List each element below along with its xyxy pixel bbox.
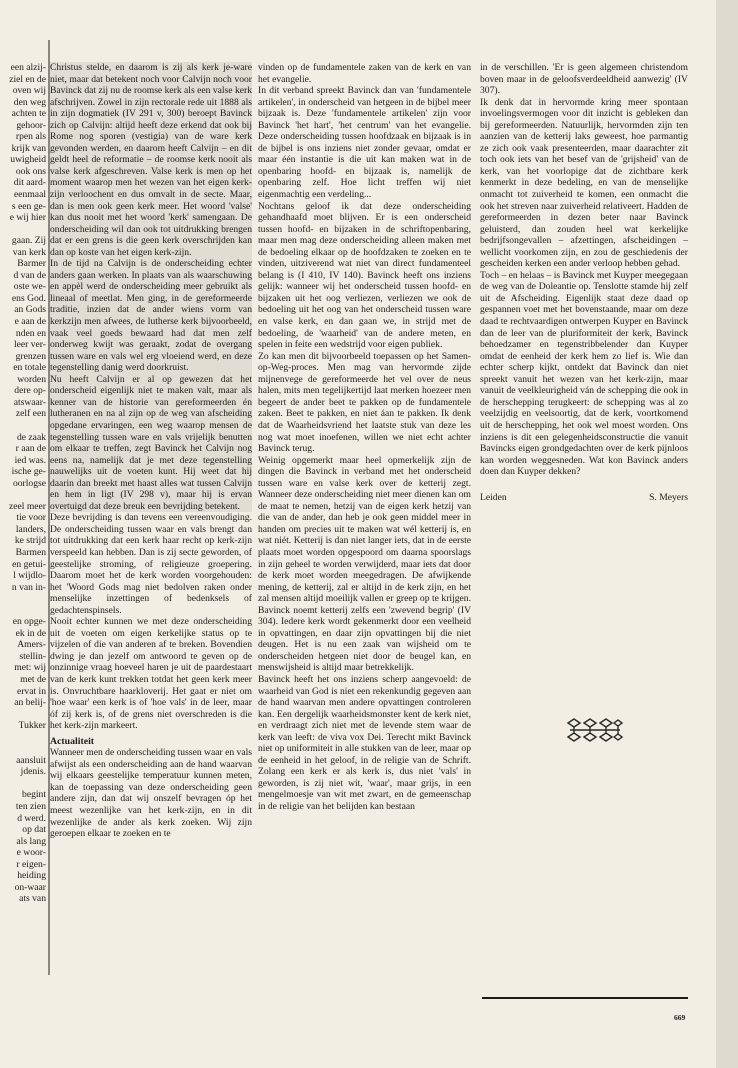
fragment-line: een alzij-: [10, 62, 46, 73]
fragment-line: grenzen: [15, 350, 46, 362]
fragment-line: [0, 224, 46, 236]
fragment-line: ens God.: [11, 292, 46, 304]
fragment-line: d werd.: [17, 812, 46, 824]
fragment-line: den weg: [13, 96, 46, 108]
paragraph: Nooit echter kunnen we met deze onderscheiding uit de voeten om eigen kerkelijke status op te vijzelen of die van anderen af te breken. Bovendien dwing je dan jezelf om antwoord te geven op de onzinnige vraag hoeveel haren je uit de paardestaart van de kerk kunt trekken totdat het geen kerk meer is. Onvruchtbare haarkloverij. Het gaat er niet om 'hoe waar' een kerk is of 'hoe vals' in de leer, maar óf zij kerk is, of de grens niet overschreden is die het kerk-zijn markeert.: [50, 616, 252, 732]
fragment-line: gaan. Zij: [11, 235, 46, 247]
ornament-icon: [566, 717, 624, 743]
fragment-line: als lang: [16, 835, 46, 847]
paragraph: in de verschillen. 'Er is geen algemeen christendom boven maar in de geloofsverdeeldheid aanwezig' (IV 307).: [480, 62, 688, 97]
fragment-line: on-waar: [14, 881, 46, 893]
fragment-line: [0, 743, 46, 755]
fragment-line: en totale: [13, 362, 46, 374]
paragraph: Weinig opgemerkt maar heel opmerkelijk zijn de dingen die Bavinck in verband met het onderscheid tussen ware en valse kerk over de ketterij zegt. Wanneer deze onderscheiding niet meer dienen kan om de maat te nemen, hetzij van de eigen kerk hetzij van die van de ander, dan heb je ook geen middel meer in handen om precies uit te maken wat wél ketterij is, en wat niét. Ketterij is dan niet langer iets, dat in de eerste plaats moet worden opgespoord om daarna spoorslags in zijn geheel te worden verwijderd, maar iets dat door de kerk moet worden meegedragen. De afwijkende mening, de ketterij, zal er altijd in de kerk zijn, en het zal mensen altijd moeilijk vallen er greep op te krijgen. Bavinck noemt ketterij zelfs een 'zwevend begrip' (IV 304). Iedere kerk wordt gekenmerkt door een veelheid in opvattingen, en daar zijn opvattingen bij die niet deugen. Het is nu een zaak van wijsheid om te onderscheiden hetgeen niet door de beugel kan, en menswijsheid is altijd maar betrekkelijk.: [258, 454, 471, 674]
section-heading: Actualiteit: [50, 735, 95, 747]
fragment-line: e aan de: [14, 316, 46, 328]
paragraph: In dit verband spreekt Bavinck dan van 'fundamentele artikelen', in onderscheid van hetgeen in de bijbel meer bijzaak is. Deze 'fundamentele artikelen' zijn voor Bavinck 'het hart', 'het centrum' van het evangelie. Deze onderscheiding tussen hoofdzaak en bijzaak is in de bijbel is ons inziens niet zonder gevaar, omdat er maar één instantie is die uit kan maken wat in de openbaring hoofd- en bijzaak is, namelijk de openbaring zelf. Hoe licht treffen wij niet eigenmachtig een verdeling...: [258, 85, 471, 201]
fragment-line: en opge-: [12, 616, 46, 628]
paragraph: Ik denk dat in hervormde kring meer spontaan invoelingsvermogen voor dit inzicht is gebleken dan bij gereformeerden. Natuurlijk, hervormden zijn ten aanzien van de ketterij laks geweest, hoe parmantig ze zich ook vaak presenteerden, maar daarachter zit toch ook iets van het besef van de 'grijsheid' van de kerk, van het voorlopige dat de zichtbare kerk kenmerkt in deze bedeling, en van de menselijke onmacht tot zuiverheid te komen, een onmacht die ook het streven naar zuiverheid relativeert. Hadden de gereformeerden in dezen beter naar Bavinck geluisterd, dan zouden heel wat kerkelijke bedrijfsongevallen – afzettingen, afscheidingen – wellicht voorkomen zijn, en zou de geschiedenis der gescheiden kerken een ander verloop hebben gehad.: [480, 96, 688, 270]
fragment-line: Tukker: [18, 720, 46, 732]
paragraph: In de tijd na Calvijn is de onderscheiding echter anders gaan werken. In plaats van als waarschuwing en appèl werd de onderscheiding meer gebruikt als lineaal of meetlat. Men ging, in de gereformeerde traditie, inzien dat de ander wiens vorm van kerkzijn men afwees, de lutherse kerk bijvoorbeeld, vaak veel goeds bewaard had dat men zelf onderweg kwijt was geraakt, zodat de overgang tussen ware en vals wel erg vloeiend werd, en deze tegenstelling danig werd doorkruist.: [50, 258, 252, 374]
fragment-line: tie voor: [16, 512, 46, 524]
fragment-line: ats van: [19, 893, 46, 905]
fragment-line: [0, 778, 46, 790]
fragment-line: dere op-: [14, 385, 46, 397]
fragment-line: de zaak: [16, 431, 46, 443]
fragment-line: ied was.: [14, 454, 46, 466]
fragment-line: d van de: [13, 269, 46, 281]
fragment-line: e woor-: [16, 847, 46, 859]
fragment-line: Amers-: [17, 639, 46, 651]
fragment-line: zeel meer: [8, 500, 46, 512]
left-column-fragments: [0, 62, 46, 1022]
paragraph: Bavinck heeft het ons inziens scherp aangevoeld: de waarheid van God is niet een rekenkundig gegeven aan de hand waarvan men andere opvattingen controleren kan. Een dergelijk waarheidsmonster kent de kerk niet, en verdraagt zich niet met de levende stem waar de kerk van leeft: de viva vox Dei. Terecht mikt Bavinck niet op uniformiteit in alle stukken van de leer, maar op de eenheid in het geloof, in de religie van de Schrift. Zolang een kerk er als kerk is, dus niet 'vals' in geworden, is zij niet wit, 'waar', maar grijs, in een mengelmoesje van wit met zwart, en de gemeenschap in de religie van het belijden kan bestaan: [258, 673, 471, 812]
fragment-line: begint: [22, 789, 46, 801]
fragment-line: Barmer: [17, 258, 46, 270]
fragment-line: zelf een: [15, 408, 46, 420]
paragraph: Toch – en helaas – is Bavinck met Kuyper meegegaan de weg van de Doleantie op. Tenslotte stamde hij zelf uit de Afscheiding. Eigenlijk staat deze daad op gespannen voet met het bovenstaande, maar om deze daad te rechtvaardigen ontwerpen Kuyper en Bavinck dan de leer van de pluriformiteit der kerk, Bavinck behoedzamer en tegenstribbelender dan Kuyper omdat de eenheid der kerk hem zo lief is. Wie dan echter scherp kijkt, ontdekt dat Bavinck dan niet spreekt vanuit het wezen van het kerk-zijn, maar vanuit de veelkleurigheid ván de schepping die ook in de herschepping terugkeert: de schepping was al zo veelzijdig en veelsoortig, dat de kerk, voortkomend uit de herschepping, het ook wel moest worden. Ons inziens is dit een gelegenheidsconstructie die vanuit Bavincks eigen grondgedachten over de kerk pijnloos kan worden weggesneden. Wat kon Bavinck anders doen dan Kuyper dekken?: [480, 269, 688, 478]
article-column-1: [50, 62, 252, 1027]
fragment-line: ische ge-: [11, 466, 46, 478]
paragraph: Nu heeft Calvijn er al op gewezen dat het onderscheid eigenlijk niet te maken valt, maar als kenner van de historie van gereformeerden én lutheranen en na al zijn op de weg van afscheiding opgedane ervaringen, een weg waarop mensen de tegenstelling tussen ware en vals vrijelijk benutten om elkaar te treffen, zegt Bavinck het Calvijn nog eens na, namelijk dat je met deze tegenstelling nauwelijks uit de voeten kunt. Hij weet dat hij daarin dan breekt met haast alles wat tussen Calvijn en hem in ligt (IV 298 v), maar hij is ervan overtuigd dat deze breuk een bevrijding betekent.: [50, 373, 252, 512]
place: Leiden: [480, 491, 507, 503]
fragment-line: landers,: [15, 523, 46, 535]
fragment-line: an belij-: [14, 697, 46, 709]
fragment-line: s een ge-: [11, 200, 46, 212]
fragment-line: ten zien: [15, 801, 46, 812]
fragment-line: [0, 593, 46, 605]
paragraph: Deze bevrijding is dan tevens een vereenvoudiging. De onderscheiding tussen waar en vals brengt dan tot uitdrukking dat een kerk haar recht op kerk-zijn verspeeld kan hebben. Dan is zij secte geworden, of geestelijke stroming, of religieuze groepering. Daarom moet het de kerk worden voorgehouden: het 'Woord Gods mag niet bedolven raken onder menselijke inzettingen of bedenksels of gedachtenspinsels.: [50, 512, 252, 616]
fragment-line: van kerk: [12, 246, 46, 258]
fragment-line: aansluit: [16, 754, 46, 766]
fragment-line: [0, 489, 46, 501]
fragment-line: ziel en de: [9, 73, 46, 85]
fragment-line: r aan de: [15, 443, 46, 455]
paragraph: Zo kan men dit bijvoorbeeld toepassen op het Samen-op-Weg-proces. Men mag van hervormde zijde mijnenvege de gereformeerde het vel over de neus halen, mits men tegelijkertijd laat merken hoezeer men begeert de ander beet te pakken op de fundamentele zaken. Beet te pakken, en niet áan te pakken. Ik denk dat de Waarheidsvriend het laatste stuk van deze les nog wat moet inoefenen, willen we niet echt achter Bavinck terug.: [258, 350, 471, 455]
fragment-line: dit aard-: [13, 177, 46, 189]
fragment-line: oven wij: [12, 85, 46, 97]
fragment-line: met de: [20, 673, 46, 685]
fragment-line: ke strijd: [14, 535, 46, 547]
fragment-line: krijk van: [11, 142, 46, 154]
fragment-line: e wij hier: [9, 212, 46, 224]
fragment-line: met: wij: [14, 662, 46, 674]
fragment-line: ook ons: [15, 165, 46, 177]
fragment-line: achten te: [11, 108, 46, 120]
page-edge: [716, 0, 738, 1068]
fragment-line: eenmaal: [14, 189, 46, 201]
fragment-line: heiding: [17, 870, 46, 882]
fragment-line: [0, 732, 46, 744]
fragment-line: [0, 420, 46, 432]
fragment-line: worden: [17, 373, 46, 385]
fragment-line: op dat: [22, 824, 46, 836]
fragment-line: an Gods: [14, 304, 46, 316]
paragraph: Christus stelde, en daarom is zij als kerk je-ware niet, maar dat betekent noch voor Calvijn noch voor Bavinck dat zij nu de roomse kerk als een valse kerk afschrijven. Zowel in zijn rectorale rede uit 1888 als in zijn dogmatiek (IV 291 v, 300) beroept Bavinck zich op Calvijn: altijd heeft deze erkend dat ook bij Rome nog sporen (vestigia) van de ware kerk gevonden werden, en daarom heeft Calvijn – en dit geldt heel de reformatie – de roomse kerk nooit als valse kerk afgeschreven. Valse kerk is men op het moment waarop men het wezen van het eigen kerk-zijn verloochent en dus omvalt in de secte. Maar, dan is men ook geen kerk meer. Het woord 'valse' kan dus nooit met het woord 'kerk' samengaan. De onderscheiding wil dan ook tot uitdrukking brengen dat er een grens is die geen kerk overschrijden kan dan op koste van het eigen kerk-zijn.: [50, 62, 252, 258]
fragment-line: ervat in: [16, 685, 46, 697]
fragment-line: [0, 605, 46, 617]
page-number: 669: [674, 1013, 686, 1022]
author-name: S. Meyers: [649, 491, 688, 503]
fragment-line: jdenis.: [20, 766, 46, 778]
fragment-line: n van in-: [11, 581, 46, 593]
fragment-line: stellin-: [19, 650, 46, 662]
fragment-line: oorlogse: [12, 477, 46, 489]
author-signature: [480, 492, 688, 504]
paragraph: Wanneer men de onderscheiding tussen waar en vals afwijst als een onderscheiding aan de hand waarvan wij elkaars geestelijke temperatuur kunnen meten, kan de toepassing van deze onderscheiding geen andere zijn, dan dat wij onszelf bevragen óp het meest wezenlijke van het kerk-zijn, en in dit wezenlijke de ander als kerk zoeken. Wij zijn geroepen elkaar te zoeken en te: [50, 747, 252, 840]
article-column-2: [258, 62, 471, 1027]
fragment-line: [0, 709, 46, 721]
fragment-line: leer ver-: [13, 339, 46, 351]
paragraph: vinden op de fundamentele zaken van de kerk en van het evangelie.: [258, 62, 471, 85]
fragment-line: l wijdlo-: [13, 570, 46, 582]
fragment-line: atswaar-: [13, 396, 46, 408]
fragment-line: rpen als: [15, 131, 46, 143]
fragment-line: uwigheid: [10, 154, 46, 166]
article-column-3: [480, 62, 688, 702]
closing-rule: [482, 997, 688, 999]
fragment-line: nden en: [15, 327, 46, 339]
fragment-line: en getui-: [12, 558, 46, 570]
fragment-line: Barmen: [15, 546, 46, 558]
fragment-line: ek in de: [15, 627, 46, 639]
fragment-line: gehoor-: [16, 119, 46, 131]
fragment-line: oste we-: [13, 281, 46, 293]
paragraph: Nochtans geloof ik dat deze onderscheiding gehandhaafd moet blijven. Er is een onderscheid tussen hoofd- en bijzaken in de schriftopenbaring, maar men mag deze onderscheiding alleen maken met de bedoeling elkaar op de hoofdzaken te zoeken en te vinden, uitziverend wat niet van direct fundamenteel belang is (I 410, IV 140). Bavinck heeft ons inziens gelijk: wanneer wij het onderscheid tussen hoofd- en bijzaken uit het oog verliezen, verliezen we ook de bedoeling uit het oog van het onderscheid tussen ware en valse kerk, en dan gaan we, in strijd met de bedoeling, de 'waarheid' van de andere meten, en spelen in feite een wedstrijd voor eigen publiek.: [258, 200, 471, 351]
fragment-line: r eigen-: [16, 858, 46, 870]
